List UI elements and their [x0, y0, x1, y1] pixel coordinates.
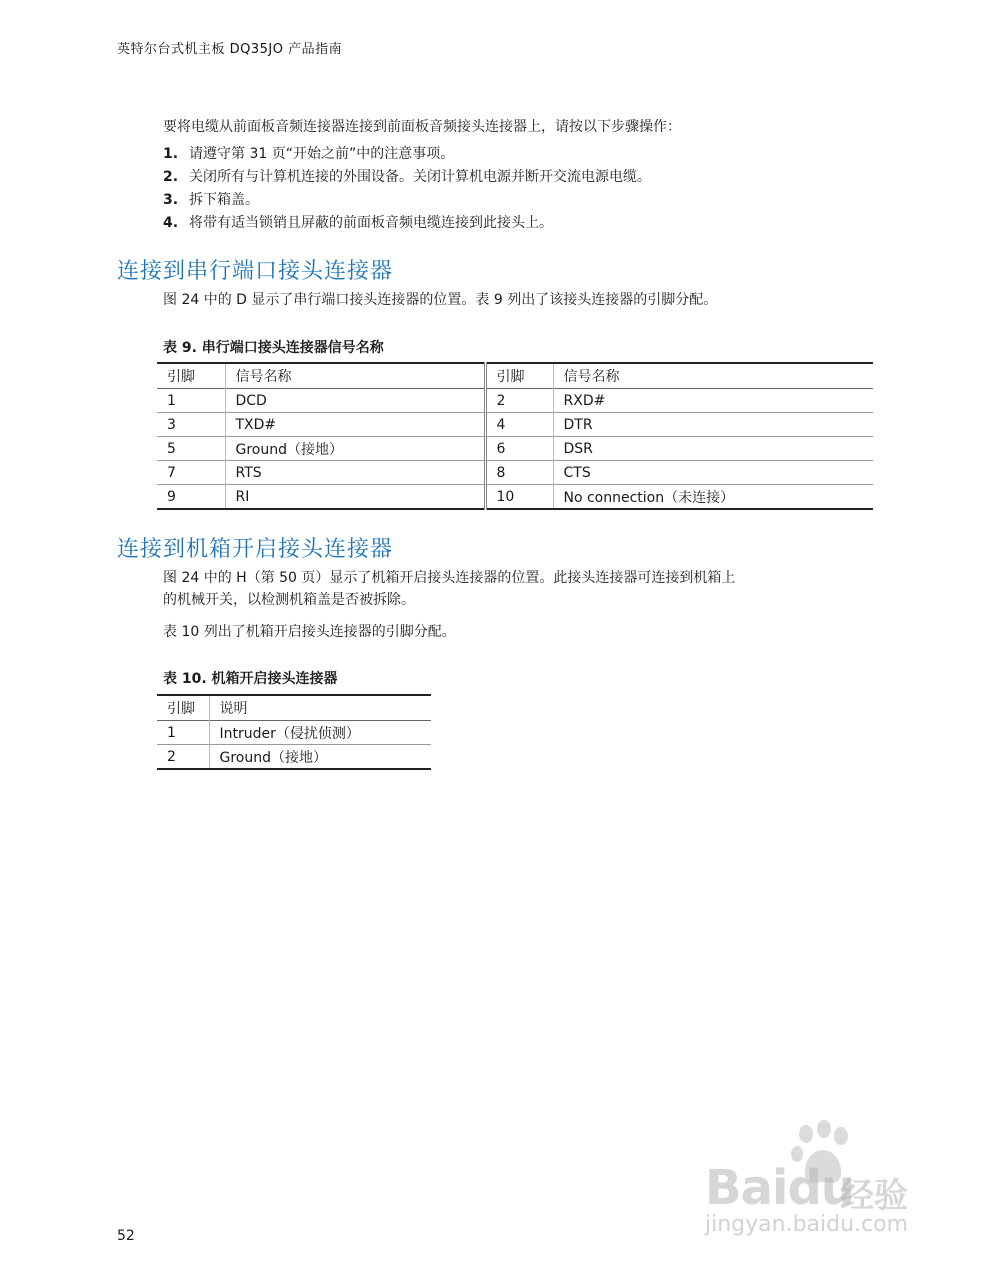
steps-list	[163, 145, 651, 237]
table-cell: No connection（未连接）	[563, 489, 735, 506]
page-number: 52	[117, 1228, 135, 1244]
table-row	[157, 437, 873, 461]
table-cell: 1	[157, 389, 225, 413]
header-cell: 引脚	[157, 363, 225, 389]
header-cell: 信号名称	[225, 363, 485, 389]
list-item	[163, 168, 651, 191]
watermark-brand: Baidu	[705, 1160, 854, 1216]
watermark-url: jingyan.baidu.com	[705, 1212, 909, 1237]
list-item	[163, 145, 651, 168]
header-cell: 说明	[219, 701, 248, 717]
table-row	[157, 485, 873, 510]
chassis-paragraph-2: 表 10 列出了机箱开启接头连接器的引脚分配。	[163, 624, 456, 640]
list-item	[163, 191, 651, 214]
table-cell: 2	[485, 389, 553, 413]
step-number: 2.	[163, 169, 179, 185]
table9-caption: 表 9. 串行端口接头连接器信号名称	[163, 340, 384, 356]
step-number: 3.	[163, 192, 179, 208]
chassis-paragraph-line1: 图 24 中的 H（第 50 页）显示了机箱开启接头连接器的位置。此接头连接器可连接到机箱上	[163, 570, 736, 586]
table-cell: RI	[225, 485, 485, 510]
step-text: 请遵守第 31 页“开始之前”中的注意事项。	[189, 146, 455, 162]
table-cell: RTS	[225, 461, 485, 485]
table-cell: 6	[485, 437, 553, 461]
serial-pin-table	[157, 362, 873, 510]
table-cell: DCD	[225, 389, 485, 413]
table-cell: 7	[157, 461, 225, 485]
step-text: 将带有适当锁销且屏蔽的前面板音频电缆连接到此接头上。	[189, 215, 553, 231]
table-cell: 4	[485, 413, 553, 437]
table-cell: 10	[485, 485, 553, 510]
step-text: 拆下箱盖。	[189, 192, 259, 208]
table-cell: Ground（接地）	[219, 749, 327, 766]
section-title-chassis: 连接到机箱开启接头连接器	[117, 537, 394, 562]
step-text: 关闭所有与计算机连接的外围设备。关闭计算机电源并断开交流电源电缆。	[189, 169, 651, 185]
header-cell: 引脚	[485, 363, 553, 389]
table-header-row	[157, 695, 431, 721]
table-cell: 3	[157, 413, 225, 437]
chassis-pin-table	[157, 694, 431, 770]
table-cell: Ground（接地）	[225, 437, 485, 461]
step-number: 4.	[163, 215, 179, 231]
table-row	[157, 413, 873, 437]
table-row	[157, 745, 431, 770]
table10-caption: 表 10. 机箱开启接头连接器	[163, 671, 338, 687]
table-cell: 1	[157, 721, 209, 745]
table-cell: DTR	[563, 416, 593, 433]
chassis-paragraph-line2: 的机械开关，以检测机箱盖是否被拆除。	[163, 592, 415, 608]
watermark-cn: 经验	[840, 1176, 908, 1216]
table-cell: CTS	[563, 464, 591, 481]
table-row	[157, 721, 431, 745]
step-number: 1.	[163, 146, 179, 162]
table-row	[157, 461, 873, 485]
table-cell: DSR	[563, 440, 593, 457]
serial-paragraph: 图 24 中的 D 显示了串行端口接头连接器的位置。表 9 列出了该接头连接器的引脚分配。	[163, 292, 718, 308]
table-cell: 5	[157, 437, 225, 461]
table-cell: 2	[157, 745, 209, 770]
list-item	[163, 214, 651, 237]
section-title-serial: 连接到串行端口接头连接器	[117, 259, 394, 284]
header-cell: 引脚	[157, 695, 209, 721]
header-cell: 信号名称	[563, 369, 620, 385]
running-header: 英特尔台式机主板 DQ35JO 产品指南	[117, 42, 343, 57]
table-row	[157, 389, 873, 413]
table-cell: Intruder（侵扰侦测）	[219, 725, 360, 742]
table-cell: 8	[485, 461, 553, 485]
table-cell: RXD#	[563, 392, 606, 409]
table-cell: 9	[157, 485, 225, 510]
intro-paragraph: 要将电缆从前面板音频连接器连接到前面板音频接头连接器上，请按以下步骤操作：	[163, 119, 681, 135]
table-cell: TXD#	[225, 413, 485, 437]
table-header-row	[157, 363, 873, 389]
